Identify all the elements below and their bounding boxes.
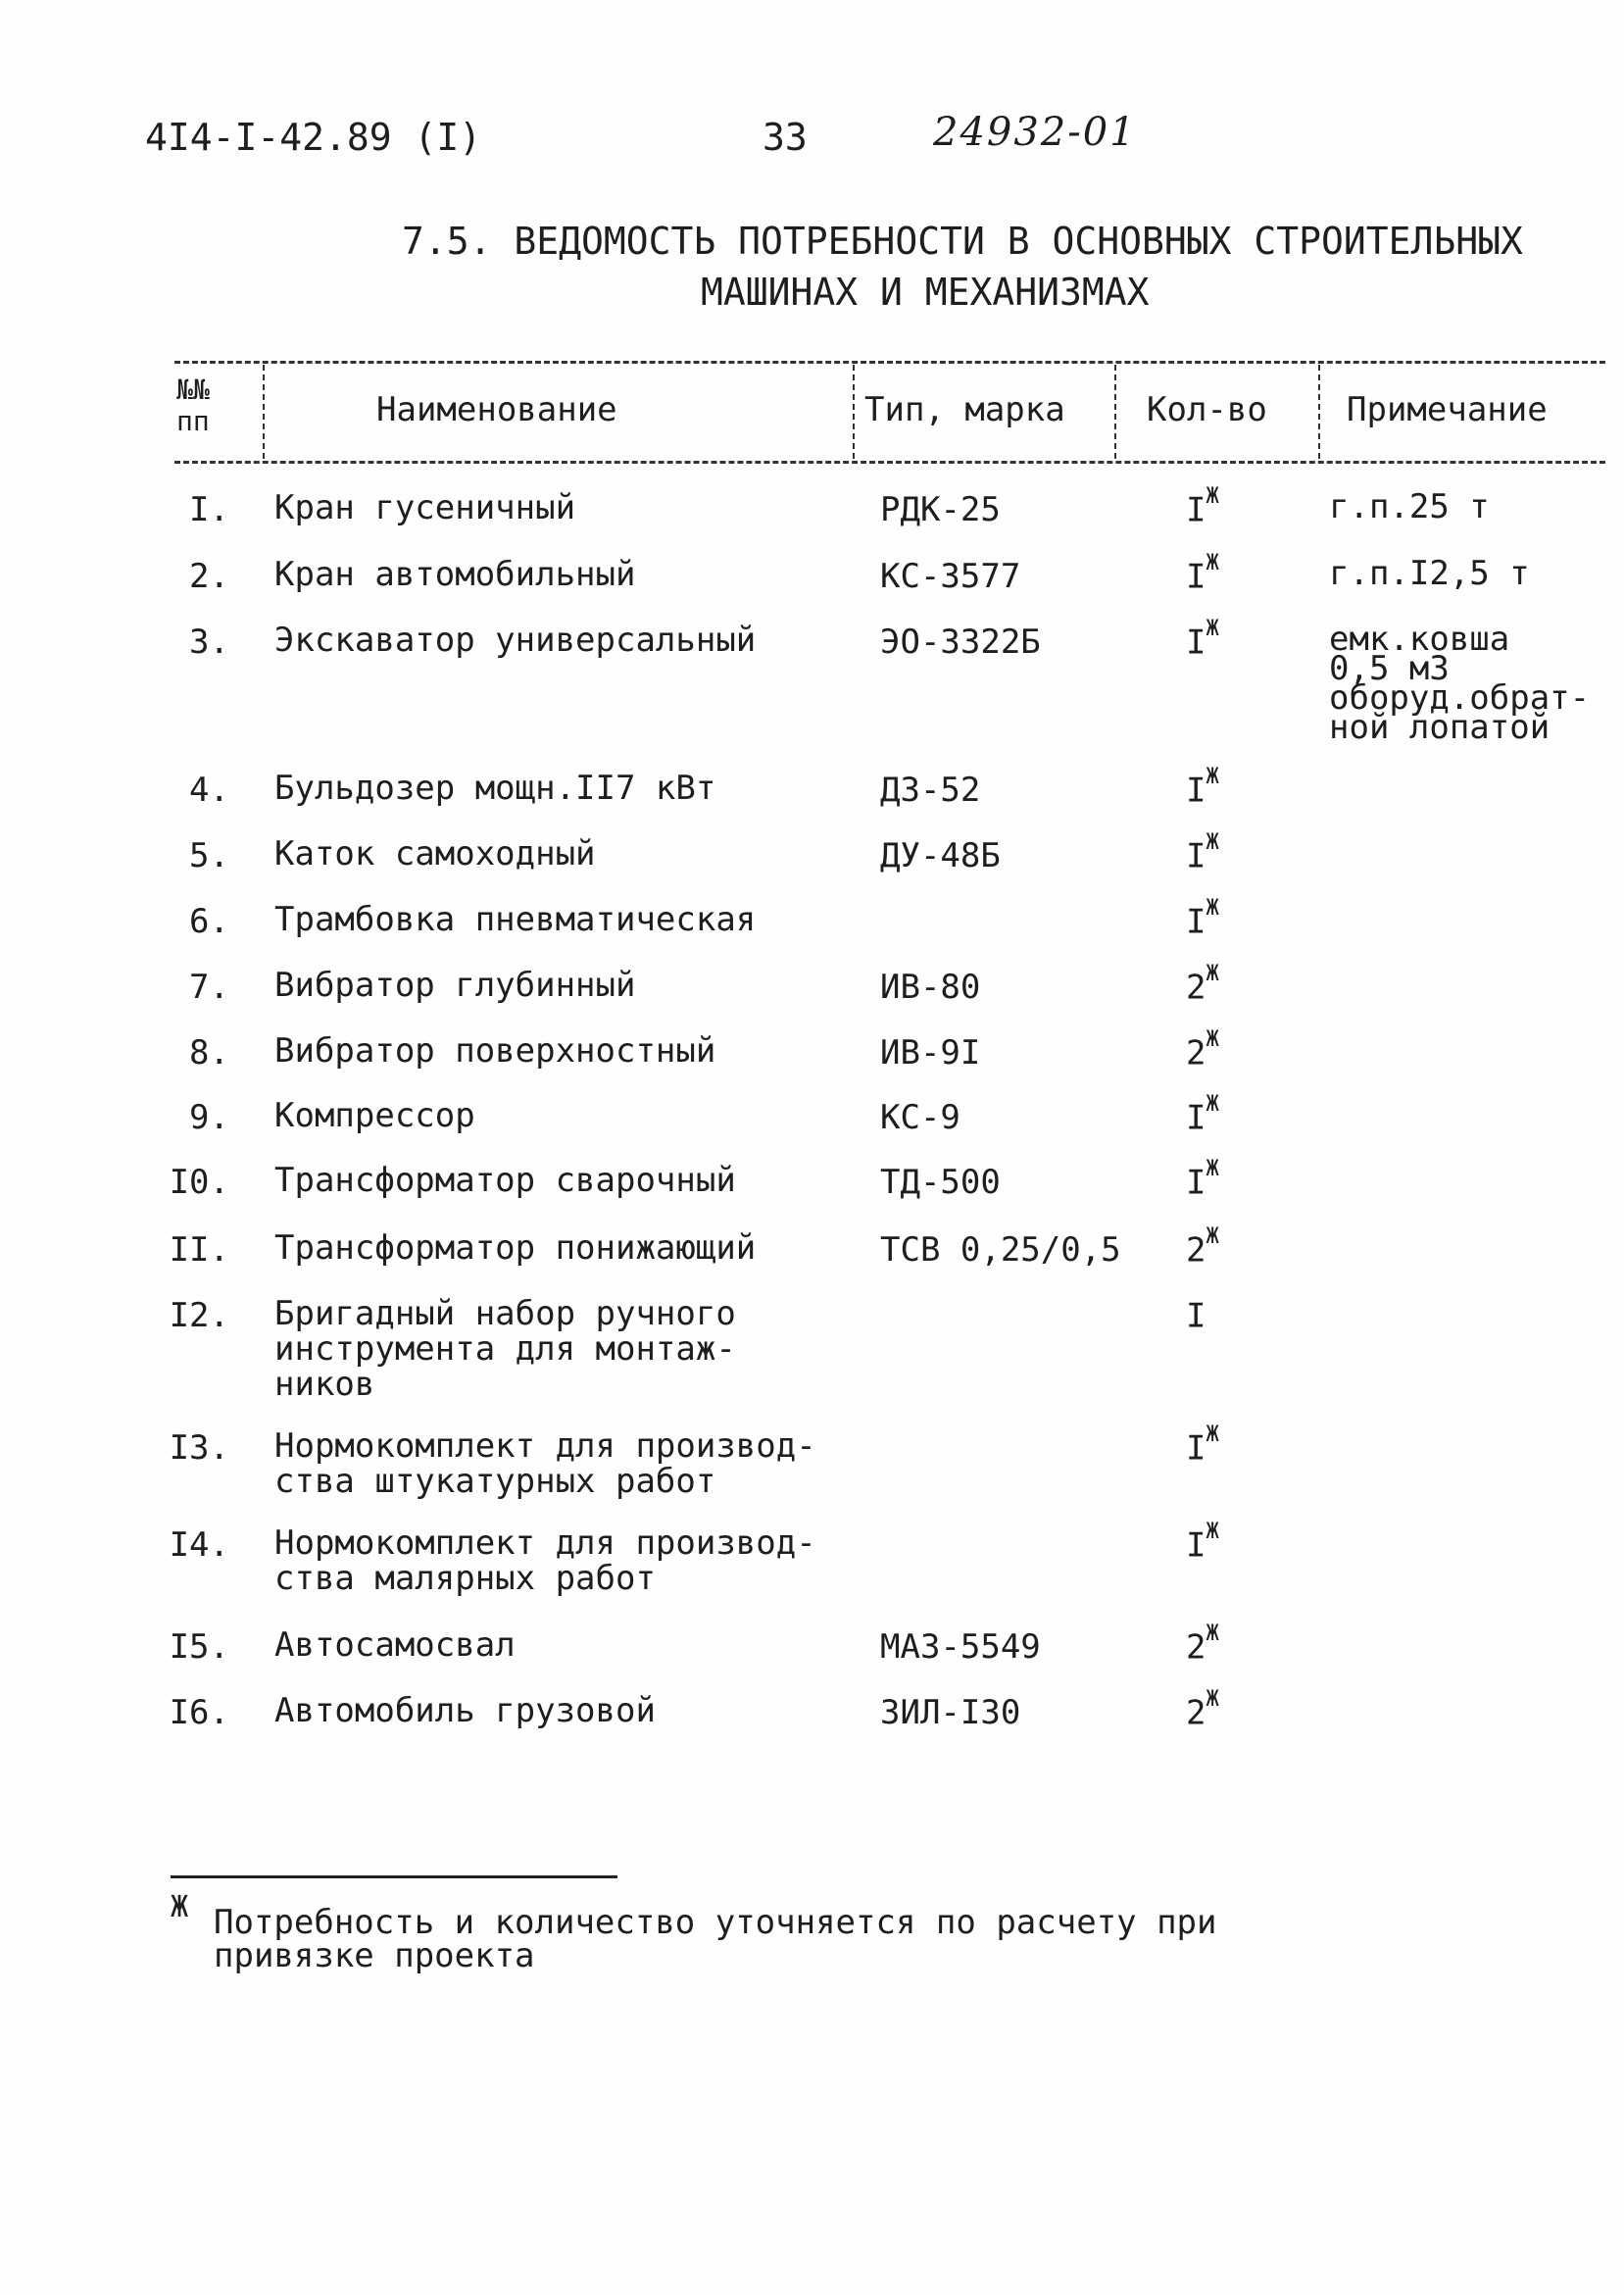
row-type: ЗИЛ-I30 <box>880 1693 1021 1732</box>
row-footnote-mark: Ж <box>1206 1621 1219 1646</box>
table-header-rule <box>174 461 1605 464</box>
row-qty-value: I <box>1186 1098 1206 1138</box>
row-name <box>274 557 635 592</box>
row-number: I6. <box>169 1693 229 1732</box>
page-title-line-1: 7.5. ВЕДОМОСТЬ ПОТРЕБНОСТИ В ОСНОВНЫХ СТРОИТЕЛЬНЫХ <box>402 220 1523 263</box>
row-name-line: Автомобиль грузовой <box>274 1691 656 1730</box>
row-qty-value: I <box>1186 1525 1206 1566</box>
row-qty <box>1186 1224 1219 1271</box>
row-footnote-mark: Ж <box>1206 551 1219 575</box>
row-qty-value: I <box>1186 623 1206 663</box>
handwritten-number: 24932-01 <box>933 110 1137 155</box>
row-footnote-mark: Ж <box>1206 617 1219 641</box>
row-qty <box>1186 1687 1219 1733</box>
row-number: 6. <box>189 902 229 941</box>
row-name-line: Каток самоходный <box>274 834 596 873</box>
row-name <box>274 836 596 872</box>
row-footnote-mark: Ж <box>1206 962 1219 986</box>
page-title-line-2: МАШИНАХ И МЕХАНИЗМАХ <box>701 271 1150 314</box>
row-qty <box>1186 1621 1219 1668</box>
row-note-line: г.п.I2,5 т <box>1329 554 1530 593</box>
row-qty <box>1186 1027 1219 1073</box>
column-separator <box>1318 365 1320 459</box>
row-type: ИВ-9I <box>880 1033 981 1073</box>
row-qty <box>1186 1157 1219 1203</box>
row-qty <box>1186 1092 1219 1138</box>
row-name-line: Трамбовка пневматическая <box>274 900 757 939</box>
row-type: ТД-500 <box>880 1163 1001 1202</box>
row-qty <box>1186 765 1219 811</box>
row-qty <box>1186 551 1219 597</box>
row-name <box>274 1033 715 1069</box>
header-note: Примечание <box>1347 390 1548 429</box>
row-qty-value: I <box>1186 1428 1206 1469</box>
document-code: 4I4-I-42.89 (I) <box>145 116 482 159</box>
table-top-rule <box>174 361 1605 364</box>
row-type: ДЗ-52 <box>880 771 981 810</box>
row-number: I4. <box>169 1525 229 1565</box>
row-qty-value: 2 <box>1186 1693 1206 1733</box>
row-footnote-mark: Ж <box>1206 1027 1219 1052</box>
row-qty-value: I <box>1186 557 1206 597</box>
page-number: 33 <box>763 116 808 159</box>
row-name-line: Нормокомплект для производ- <box>274 1523 816 1563</box>
row-number: I0. <box>169 1163 229 1202</box>
row-type: МАЗ-5549 <box>880 1627 1041 1667</box>
row-footnote-mark: Ж <box>1206 1687 1219 1712</box>
row-name-line: ства штукатурных работ <box>274 1462 716 1501</box>
row-qty <box>1186 484 1219 530</box>
row-name-line: Вибратор поверхностный <box>274 1031 716 1071</box>
row-qty-value: I <box>1186 836 1206 876</box>
row-type: ДУ-48Б <box>880 836 1001 875</box>
header-type: Тип, марка <box>864 390 1065 429</box>
column-separator <box>1114 365 1116 459</box>
row-name-line: Вибратор глубинный <box>274 966 636 1005</box>
row-name <box>274 1163 736 1198</box>
row-name <box>274 968 635 1003</box>
header-qty: Кол-во <box>1147 390 1267 429</box>
row-number: 5. <box>189 836 229 875</box>
row-qty-value: I <box>1186 902 1206 942</box>
header-number: №№ пп <box>176 374 210 437</box>
row-note <box>1329 620 1591 747</box>
row-type: ЭО-3322Б <box>880 623 1041 662</box>
row-name-line: Автосамосвал <box>274 1625 516 1665</box>
row-footnote-mark: Ж <box>1206 1422 1219 1447</box>
row-qty <box>1186 1520 1219 1566</box>
row-qty <box>1186 896 1219 942</box>
row-type: КС-3577 <box>880 557 1021 596</box>
row-qty-value: 2 <box>1186 1230 1206 1271</box>
row-name-line: ников <box>274 1365 375 1404</box>
row-footnote-mark: Ж <box>1206 1224 1219 1249</box>
row-number: 4. <box>189 771 229 810</box>
row-qty-value: I <box>1186 771 1206 811</box>
row-qty-value: 2 <box>1186 968 1206 1008</box>
row-number: I3. <box>169 1428 229 1468</box>
row-qty-value: I <box>1186 1163 1206 1203</box>
row-note-line: ной лопатой <box>1329 708 1550 747</box>
row-name <box>274 902 756 937</box>
row-note-line: емк.ковша <box>1329 620 1510 659</box>
row-name <box>274 1693 656 1728</box>
row-footnote-mark: Ж <box>1206 1092 1219 1117</box>
row-name-line: Экскаватор универсальный <box>274 621 757 660</box>
row-footnote-mark: Ж <box>1206 1157 1219 1181</box>
row-name-line: Кран автомобильный <box>274 555 636 594</box>
row-name <box>274 490 575 525</box>
row-number: II. <box>169 1230 229 1270</box>
row-name-line: Компрессор <box>274 1096 475 1135</box>
row-name-line: инструмента для монтаж- <box>274 1329 736 1369</box>
row-name <box>274 623 756 658</box>
row-footnote-mark: Ж <box>1206 484 1219 509</box>
row-note <box>1329 554 1530 593</box>
row-footnote-mark: Ж <box>1206 765 1219 789</box>
row-qty <box>1186 617 1219 663</box>
row-type: КС-9 <box>880 1098 960 1137</box>
column-separator <box>853 365 855 459</box>
row-qty <box>1186 830 1219 876</box>
row-name-line: Трансформатор сварочный <box>274 1161 736 1200</box>
row-number: I. <box>189 490 229 529</box>
row-name <box>274 1230 756 1266</box>
row-note-line: оборуд.обрат- <box>1329 678 1591 718</box>
row-name-line: Трансформатор понижающий <box>274 1228 757 1268</box>
row-name <box>274 1428 816 1499</box>
row-name <box>274 1525 816 1596</box>
row-name-line: ства малярных работ <box>274 1559 656 1598</box>
row-name-line: Нормокомплект для производ- <box>274 1426 816 1466</box>
row-note-line: г.п.25 т <box>1329 487 1490 526</box>
footnote-text: Потребность и количество уточняется по расчету при привязке проекта <box>214 1903 1217 1975</box>
footnote-mark: Ж <box>171 1890 189 1924</box>
row-number: 2. <box>189 557 229 596</box>
row-note-line: 0,5 м3 <box>1329 649 1450 688</box>
row-qty-value: I <box>1186 1296 1206 1336</box>
row-name <box>274 1296 736 1402</box>
row-qty-value: 2 <box>1186 1033 1206 1073</box>
column-separator <box>263 365 265 459</box>
row-qty-value: I <box>1186 490 1206 530</box>
row-name-line: Бульдозер мощн.II7 кВт <box>274 769 716 808</box>
row-name <box>274 1627 516 1663</box>
row-footnote-mark: Ж <box>1206 830 1219 855</box>
row-type: ИВ-80 <box>880 968 981 1007</box>
row-name <box>274 771 715 806</box>
row-type: РДК-25 <box>880 490 1001 529</box>
row-type: ТСВ 0,25/0,5 <box>880 1230 1121 1270</box>
row-name <box>274 1098 475 1133</box>
row-name-line: Кран гусеничный <box>274 488 576 527</box>
row-name-line: Бригадный набор ручного <box>274 1294 736 1333</box>
row-number: 3. <box>189 623 229 662</box>
row-qty-value: 2 <box>1186 1627 1206 1668</box>
row-footnote-mark: Ж <box>1206 896 1219 921</box>
row-number: I2. <box>169 1296 229 1335</box>
footnote-rule <box>171 1875 617 1878</box>
row-number: I5. <box>169 1627 229 1667</box>
row-qty <box>1186 962 1219 1008</box>
header-name: Наименование <box>376 390 617 429</box>
row-note <box>1329 487 1490 526</box>
row-number: 9. <box>189 1098 229 1137</box>
row-number: 7. <box>189 968 229 1007</box>
row-qty <box>1186 1422 1219 1469</box>
row-number: 8. <box>189 1033 229 1073</box>
row-qty <box>1186 1296 1206 1335</box>
row-footnote-mark: Ж <box>1206 1520 1219 1544</box>
